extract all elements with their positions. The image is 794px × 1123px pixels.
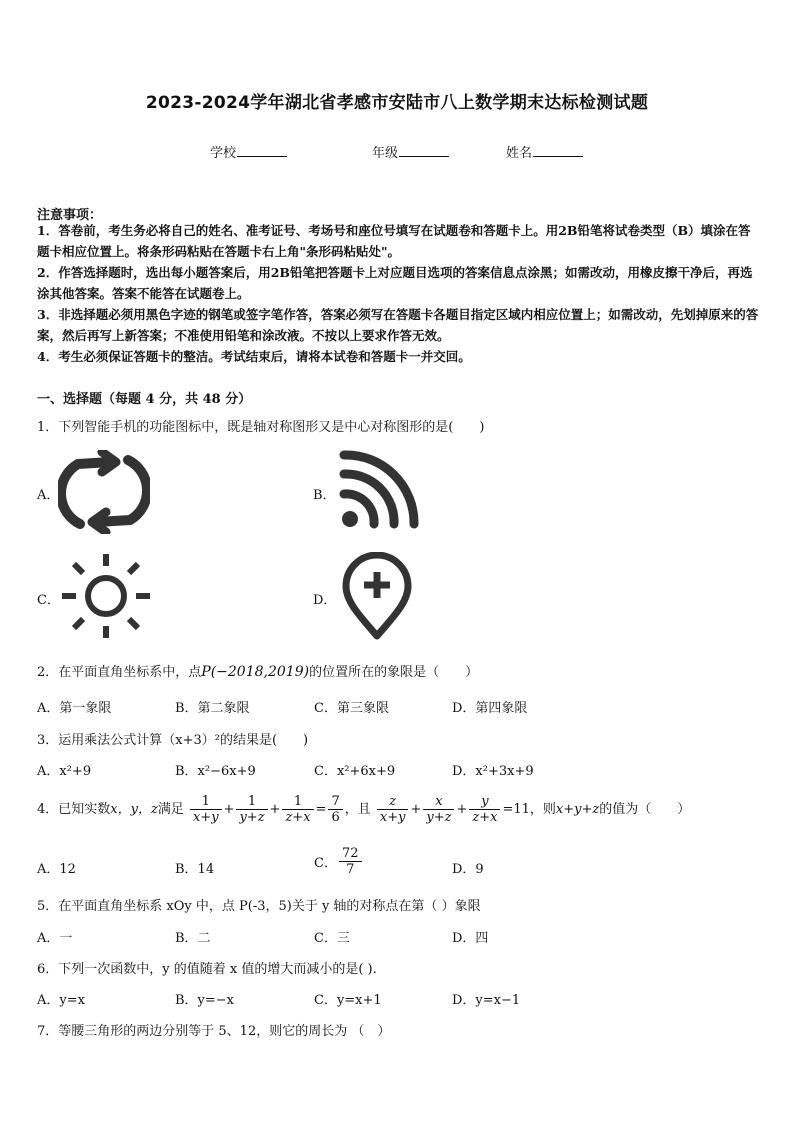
q6-option-c[interactable]: C．y=x+1	[314, 993, 382, 1008]
q4-rhs2: =11，则	[502, 802, 556, 817]
q4-fraction-4: $\frac{z}{x+y}$	[377, 794, 409, 825]
q2-stem-post: 的位置所在的象限是（ ）	[309, 665, 479, 680]
q4-cond-word: 满足	[157, 802, 184, 817]
q4-fraction-3: $\frac{1}{z+x}$	[282, 794, 313, 825]
q4-option-d[interactable]: D．9	[452, 862, 484, 877]
location-pin-plus-icon	[340, 552, 414, 640]
q2-point: P(−2018,2019)	[201, 664, 310, 680]
q5-stem: 5．在平面直角坐标系 xOy 中，点 P(-3，5)关于 y 轴的对称点在第（ ）象限	[37, 899, 481, 914]
q3-option-c[interactable]: C．x²+6x+9	[314, 764, 396, 779]
q1-option-d-label: D．	[313, 593, 337, 608]
q1-option-b-label: B．	[313, 488, 336, 503]
q6-stem: 6．下列一次函数中，y 的值随着 x 值的增大而减小的是( ).	[37, 962, 377, 977]
q4-fraction-rhs: $\frac{7}{6}$	[328, 794, 342, 825]
note-item-4: 4．考生必须保证答题卡的整洁。考试结束后，请将本试卷和答题卡一并交回。	[37, 349, 471, 364]
school-label: 学校	[210, 146, 237, 161]
name-label: 姓名	[506, 146, 533, 161]
q2-option-a[interactable]: A．第一象限	[37, 701, 112, 716]
q2-option-d[interactable]: D．第四象限	[452, 701, 528, 716]
q3-option-a[interactable]: A．x²+9	[37, 764, 92, 779]
q5-option-a[interactable]: A．一	[37, 931, 73, 946]
grade-field[interactable]	[372, 142, 449, 161]
q2-option-c[interactable]: C．第三象限	[314, 701, 389, 716]
q2-stem-pre: 2．在平面直角坐标系中，点	[37, 665, 202, 680]
q1-option-c-label: C．	[37, 593, 60, 608]
grade-blank[interactable]	[399, 144, 449, 157]
q4-option-c-fraction: $\frac{72}{7}$	[339, 846, 362, 877]
q4-ask-expr: x+y+z	[555, 802, 600, 817]
q1-stem: 1．下列智能手机的功能图标中，既是轴对称图形又是中心对称图形的是( )	[37, 420, 485, 435]
q4-stem: 4．已知实数x，y，z满足 $\frac{1}{x+y}$ + $\frac{1}{y+z}$ + $\frac{1}{z+x}$ = $\frac{7}{6}$ ，且 $\frac{z}{x+y}$ + $\frac{x}{y+z}$ + $\frac{y}{z+x}$ =11，则x+y+z的值为（ ）	[37, 794, 691, 825]
q3-option-d[interactable]: D．x²+3x+9	[452, 764, 534, 779]
note-item-3: 3．非选择题必须用黑色字迹的钢笔或签字笔作答，答案必须写在答题卡各题目指定区域内相应位置上；如需改动，先划掉原来的答案，然后再写上新答案；不准使用铅笔和涂改液。不按以上要求作答无效。	[37, 307, 759, 343]
q5-option-c[interactable]: C．三	[314, 931, 350, 946]
section-heading: 一、选择题（每题 4 分，共 48 分）	[37, 392, 252, 407]
note-item-1: 1．答卷前，考生务必将自己的姓名、准考证号、考场号和座位号填写在试题卷和答题卡上。用2B铅笔将试卷类型（B）填涂在答题卡相应位置上。将条形码粘贴在答题卡右上角"条形码粘贴处"。	[37, 223, 751, 259]
q4-fraction-5: $\frac{x}{y+z}$	[423, 794, 454, 825]
q4-stem-pre: 4．已知实数	[37, 802, 111, 817]
name-field[interactable]	[506, 142, 583, 161]
grade-label: 年级	[372, 146, 399, 161]
q6-option-b[interactable]: B．y=−x	[175, 993, 235, 1008]
q4-fraction-6: $\frac{y}{z+x}$	[469, 794, 500, 825]
name-blank[interactable]	[533, 144, 583, 157]
sun-brightness-icon	[60, 552, 152, 640]
q4-fraction-1: $\frac{1}{x+y}$	[190, 794, 222, 825]
q1-option-a-label: A．	[37, 488, 60, 503]
q4-and-word: ，且	[344, 802, 371, 817]
q4-option-c-label: C．	[314, 856, 337, 871]
q4-option-b[interactable]: B．14	[175, 862, 215, 877]
q6-option-d[interactable]: D．y=x−1	[452, 993, 521, 1008]
wifi-signal-icon	[336, 450, 424, 532]
school-field[interactable]	[210, 142, 287, 161]
q4-fraction-2: $\frac{1}{y+z}$	[236, 794, 267, 825]
refresh-icon	[58, 450, 150, 534]
note-item-2: 2．作答选择题时，选出每小题答案后，用2B铅笔把答题卡上对应题目选项的答案信息点涂黑；如需改动，用橡皮擦干净后，再选涂其他答案。答案不能答在试题卷上。	[37, 265, 753, 301]
page-title: 2023-2024学年湖北省孝感市安陆市八上数学期末达标检测试题	[145, 93, 649, 113]
q4-option-a[interactable]: A．12	[37, 862, 76, 877]
q5-option-d[interactable]: D．四	[452, 931, 489, 946]
q4-option-c[interactable]	[314, 846, 364, 877]
notes-heading: 注意事项：	[37, 208, 103, 223]
q4-ask-post: 的值为（ ）	[599, 802, 691, 817]
q6-option-a[interactable]: A．y=x	[37, 993, 85, 1008]
q2-stem	[37, 661, 478, 680]
q5-option-b[interactable]: B．二	[175, 931, 211, 946]
q2-option-b[interactable]: B．第二象限	[175, 701, 250, 716]
q3-stem: 3．运用乘法公式计算（x+3）²的结果是( )	[37, 733, 309, 748]
school-blank[interactable]	[237, 144, 287, 157]
q4-vars: x，y，z	[110, 802, 158, 817]
q7-stem: 7．等腰三角形的两边分别等于 5、12，则它的周长为 （ ）	[37, 1024, 391, 1039]
q3-option-b[interactable]: B．x²−6x+9	[175, 764, 256, 779]
